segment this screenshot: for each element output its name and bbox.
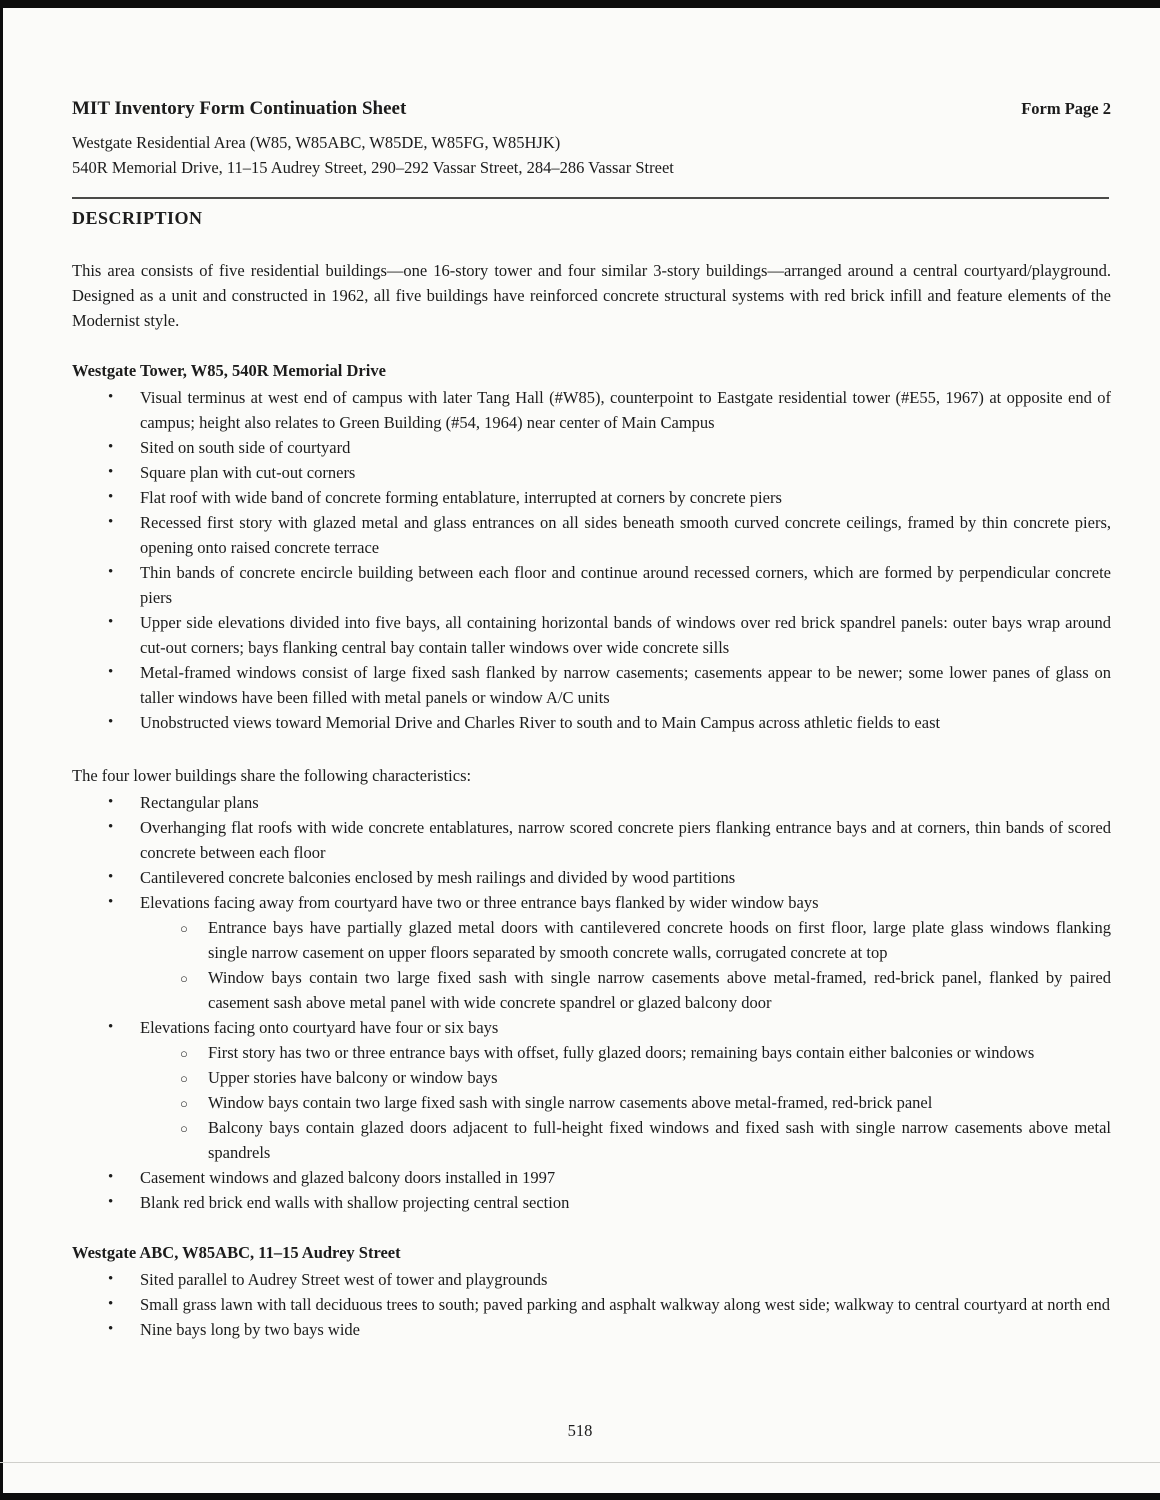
bullet-text: Casement windows and glazed balcony doors installed in 1997	[140, 1168, 556, 1187]
bullet-item	[72, 815, 1111, 865]
circle-bullet-icon: ○	[180, 1096, 188, 1111]
scan-artifact-line	[0, 1462, 1160, 1463]
document-content	[3, 8, 1160, 1493]
form-page-label: Form Page 2	[1021, 99, 1111, 118]
circle-bullet-icon: ○	[180, 1071, 188, 1086]
bullet-icon: •	[108, 1194, 114, 1210]
sub-bullet-text: Balcony bays contain glazed doors adjacent to full-height fixed windows and fixed sash with single narrow casements above metal spandrels	[208, 1118, 1111, 1162]
document-title: MIT Inventory Form Continuation Sheet	[72, 98, 407, 119]
bullet-icon: •	[108, 464, 114, 480]
bullet-icon: •	[108, 1296, 114, 1312]
bullet-text: Upper side elevations divided into five bays, all containing horizontal bands of windows over red brick spandrel panels: outer bays wrap around cut-out corners; bays flanking central bay contain taller windows over wide concrete sills	[140, 613, 1111, 657]
bullet-item	[72, 510, 1111, 560]
circle-bullet-icon: ○	[180, 971, 188, 986]
bullet-item	[72, 560, 1111, 610]
bullet-item	[72, 890, 1111, 1015]
bullet-icon: •	[108, 664, 114, 680]
bullet-text: Thin bands of concrete encircle building between each floor and continue around recessed corners, which are formed by perpendicular concrete piers	[140, 563, 1111, 607]
bullet-icon: •	[108, 614, 114, 630]
bullet-icon: •	[108, 819, 114, 835]
bullet-item	[72, 385, 1111, 435]
sub-bullet-item	[140, 1090, 1111, 1115]
bullet-text: Square plan with cut-out corners	[140, 463, 356, 482]
property-identification	[72, 130, 1111, 180]
bullet-item	[72, 1292, 1111, 1317]
page-number: 518	[567, 1421, 593, 1440]
bullet-text: Cantilevered concrete balconies enclosed by mesh railings and divided by wood partitions	[140, 868, 736, 887]
property-address: 540R Memorial Drive, 11–15 Audrey Street, 290–292 Vassar Street, 284–286 Vassar Street	[72, 158, 674, 177]
bullet-text: Unobstructed views toward Memorial Drive and Charles River to south and to Main Campus across athletic fields to east	[140, 713, 941, 732]
sub-bullet-item	[140, 1115, 1111, 1165]
bullet-item	[72, 460, 1111, 485]
section-intro: The four lower buildings share the following characteristics:	[72, 766, 472, 785]
bullet-item	[72, 485, 1111, 510]
sub-bullet-text: Window bays contain two large fixed sash with single narrow casements above metal-framed, red-brick panel, flanked by paired casement sash above metal panel with wide concrete spandrel or glazed balcony door	[208, 968, 1111, 1012]
bullet-text: Sited parallel to Audrey Street west of tower and playgrounds	[140, 1270, 548, 1289]
bullet-item	[72, 610, 1111, 660]
bullet-text: Elevations facing onto courtyard have four or six bays	[140, 1018, 499, 1037]
bullet-icon: •	[108, 794, 114, 810]
description-section-title: DESCRIPTION	[72, 208, 203, 228]
description-section	[72, 358, 1111, 735]
bullet-item	[72, 1015, 1111, 1165]
sub-bullet-text: Upper stories have balcony or window bays	[208, 1068, 498, 1087]
intro-paragraph: This area consists of five residential buildings—one 16-story tower and four similar 3-story buildings—arranged around a central courtyard/playground. Designed as a unit and constructed in 1962, all five buildings have reinforced concrete structural systems with red brick infill and feature elements of the Modernist style.	[72, 261, 1111, 330]
sub-bullet-list	[140, 915, 1111, 1015]
bullet-text: Visual terminus at west end of campus with later Tang Hall (#W85), counterpoint to Eastgate residential tower (#E55, 1967) at opposite end of campus; height also relates to Green Building (#54, 1964) near center of Main Campus	[140, 388, 1111, 432]
bullet-item	[72, 1190, 1111, 1215]
bullet-text: Small grass lawn with tall deciduous trees to south; paved parking and asphalt walkway along west side; walkway to central courtyard at north end	[140, 1295, 1111, 1314]
bullet-list	[72, 385, 1111, 735]
bullet-text: Blank red brick end walls with shallow projecting central section	[140, 1193, 570, 1212]
bullet-text: Overhanging flat roofs with wide concrete entablatures, narrow scored concrete piers flanking entrance bays and at corners, thin bands of scored concrete between each floor	[140, 818, 1111, 862]
bullet-icon: •	[108, 714, 114, 730]
sub-bullet-item	[140, 1065, 1111, 1090]
bullet-icon: •	[108, 869, 114, 885]
bullet-list	[72, 790, 1111, 1215]
sub-bullet-item	[140, 965, 1111, 1015]
bullet-icon: •	[108, 894, 114, 910]
bullet-icon: •	[108, 1321, 114, 1337]
bullet-item	[72, 660, 1111, 710]
circle-bullet-icon: ○	[180, 921, 188, 936]
sub-bullet-text: First story has two or three entrance bays with offset, fully glazed doors; remaining bays contain either balconies or windows	[208, 1043, 1035, 1062]
section-heading: Westgate Tower, W85, 540R Memorial Drive	[72, 361, 386, 380]
description-section	[72, 1240, 1111, 1342]
bullet-text: Elevations facing away from courtyard have two or three entrance bays flanked by wider window bays	[140, 893, 819, 912]
section-heading: Westgate ABC, W85ABC, 11–15 Audrey Street	[72, 1243, 401, 1262]
bullet-icon: •	[108, 1169, 114, 1185]
bullet-icon: •	[108, 1271, 114, 1287]
bullet-item	[72, 435, 1111, 460]
bullet-item	[72, 865, 1111, 890]
bullet-icon: •	[108, 564, 114, 580]
bullet-list	[72, 1267, 1111, 1342]
bullet-text: Nine bays long by two bays wide	[140, 1320, 360, 1339]
sections	[72, 358, 1111, 1342]
description-section	[72, 763, 1111, 1215]
sub-bullet-text: Entrance bays have partially glazed metal doors with cantilevered concrete hoods on first floor, large plate glass windows flanking single narrow casement on upper floors separated by smooth concrete walls, corrugated concrete at top	[208, 918, 1111, 962]
bullet-icon: •	[108, 514, 114, 530]
sub-bullet-list	[140, 1040, 1111, 1165]
bullet-text: Sited on south side of courtyard	[140, 438, 351, 457]
circle-bullet-icon: ○	[180, 1121, 188, 1136]
bullet-text: Recessed first story with glazed metal and glass entrances on all sides beneath smooth curved concrete ceilings, framed by thin concrete piers, opening onto raised concrete terrace	[140, 513, 1111, 557]
bullet-text: Metal-framed windows consist of large fixed sash flanked by narrow casements; casements appear to be newer; some lower panes of glass on taller windows have been filled with metal panels or window A/C units	[140, 663, 1111, 707]
bullet-item	[72, 1267, 1111, 1292]
bullet-icon: •	[108, 439, 114, 455]
bullet-text: Flat roof with wide band of concrete forming entablature, interrupted at corners by concrete piers	[140, 488, 782, 507]
bullet-text: Rectangular plans	[140, 793, 259, 812]
property-name: Westgate Residential Area (W85, W85ABC, W85DE, W85FG, W85HJK)	[72, 133, 561, 152]
sub-bullet-text: Window bays contain two large fixed sash with single narrow casements above metal-framed, red-brick panel	[208, 1093, 933, 1112]
bullet-icon: •	[108, 489, 114, 505]
circle-bullet-icon: ○	[180, 1046, 188, 1061]
document-header	[72, 96, 1111, 121]
bullet-icon: •	[108, 389, 114, 405]
bullet-item	[72, 1317, 1111, 1342]
bullet-icon: •	[108, 1019, 114, 1035]
sub-bullet-item	[140, 1040, 1111, 1065]
bullet-item	[72, 710, 1111, 735]
header-divider	[72, 197, 1109, 199]
sub-bullet-item	[140, 915, 1111, 965]
bullet-item	[72, 1165, 1111, 1190]
bullet-item	[72, 790, 1111, 815]
